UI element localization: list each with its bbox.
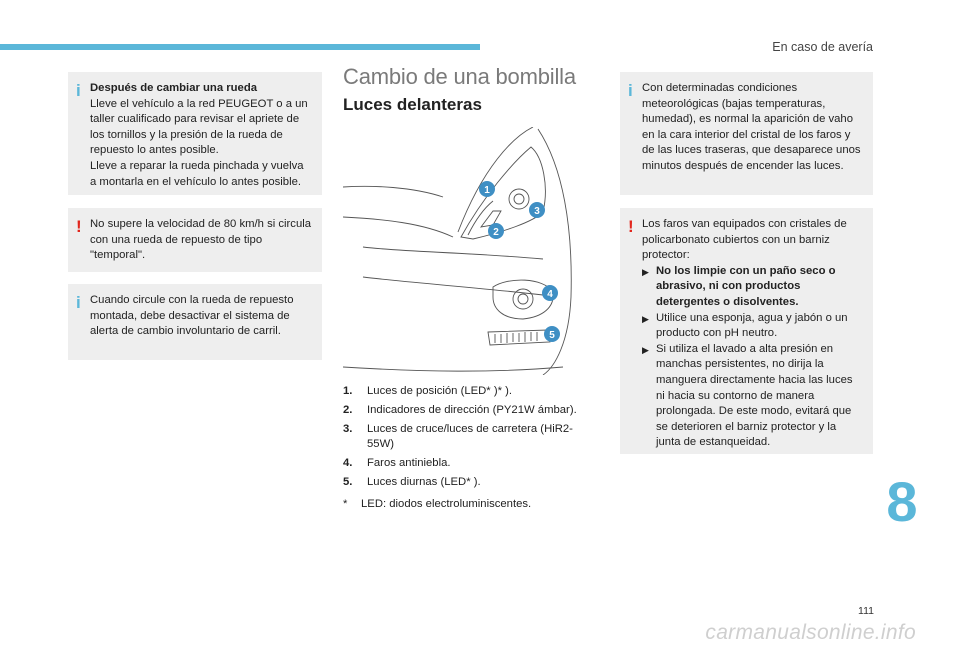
list-item: ▶ No los limpie con un paño seco o abrasivo, ni con productos detergentes o disolventes. [642, 264, 836, 308]
arrow-bullet-icon: ▶ [642, 266, 649, 277]
info-box-title: Después de cambiar una rueda [90, 82, 258, 94]
warning-box-text: No supere la velocidad de 80 km/h si circula con una rueda de repuesto de tipo "temporal". [90, 218, 312, 262]
arrow-bullet-icon: ▶ [642, 344, 649, 355]
callout-markers [479, 181, 560, 342]
foglight-lens [513, 289, 533, 309]
info-box-text-2: Lleve a reparar la rueda pinchada y vuelva a montarla en el vehículo lo antes posible. [90, 159, 304, 188]
info-box-after-wheel-change [68, 72, 322, 195]
info-icon: i [76, 293, 81, 312]
callout-3-label: 3 [534, 206, 540, 217]
callout-5-label: 5 [549, 330, 555, 341]
chapter-number: 8 [886, 470, 918, 533]
callout-2-label: 2 [493, 227, 499, 238]
info-box-text: Cuando circule con la rueda de repuesto montada, debe desactivar el sistema de alerta de cambio involuntario de carril. [90, 294, 294, 338]
info-box-text-1: Lleve el vehículo a la red PEUGEOT o a un taller cualificado para revisar el apriete de los tornillos y la presión de la rueda de repuesto lo antes posible. [90, 97, 308, 157]
info-box-lane-departure [68, 284, 322, 360]
info-icon: i [76, 81, 81, 100]
bumper-line [343, 217, 453, 237]
footnote: * LED: diodos electroluminiscentes. [343, 498, 532, 510]
list-item: 5. Luces diurnas (LED* ). [343, 475, 481, 488]
info-box-condensation [620, 72, 873, 195]
list-item: 4. Faros antiniebla. [343, 457, 451, 470]
info-box-text: Con determinadas condiciones meteorológicas (bajas temperaturas, humedad), es normal la aparición de vaho en la cara interior del cristal de los faros y de las luces traseras, que desaparece unos minutos después de encender las luces. [642, 82, 861, 172]
callout-4-label: 4 [547, 289, 553, 300]
page-number: 111 [858, 605, 874, 617]
headlight-illustration [343, 127, 591, 375]
foglight-housing [493, 280, 553, 319]
list-item: 3. Luces de cruce/luces de carretera (HiR2-55W) [343, 422, 573, 451]
warning-icon: ! [628, 217, 634, 236]
warning-icon: ! [76, 217, 82, 236]
watermark: carmanualsonline.info [705, 621, 916, 644]
warning-box-polycarbonate [620, 208, 873, 454]
warning-box-speed-limit [68, 208, 322, 272]
light-list [343, 384, 593, 494]
callout-1-label: 1 [484, 185, 490, 196]
bonnet-line [343, 186, 443, 197]
info-icon: i [628, 81, 633, 100]
header-accent-bar [0, 44, 480, 50]
section-title: En caso de avería [772, 40, 873, 54]
main-beam-lens [509, 189, 529, 209]
section-subtitle: Luces delanteras [343, 95, 482, 114]
grille-top [363, 247, 543, 259]
list-item: 1. Luces de posición (LED* )* ). [343, 385, 513, 397]
warning-box-intro: Los faros van equipados con cristales de policarbonato cubiertos con un barniz protector: [642, 218, 847, 262]
arrow-bullet-icon: ▶ [642, 313, 649, 324]
page-title: Cambio de una bombilla [343, 64, 576, 89]
list-item: ▶ Si utiliza el lavado a alta presión en manchas persistentes, no dirija la manguera directamente hacia las luces ni hacia su contorno de manera prolongada. De este modo, evitará que se deterioren el barniz protector y la junta de estanqueidad. [642, 342, 853, 449]
list-item: 2. Indicadores de dirección (PY21W ámbar). [343, 403, 577, 416]
bumper-lower-line [343, 367, 563, 371]
list-item: ▶ Utilice una esponja, agua y jabón o un producto con pH neutro. [642, 311, 848, 340]
fender-line [458, 127, 533, 232]
